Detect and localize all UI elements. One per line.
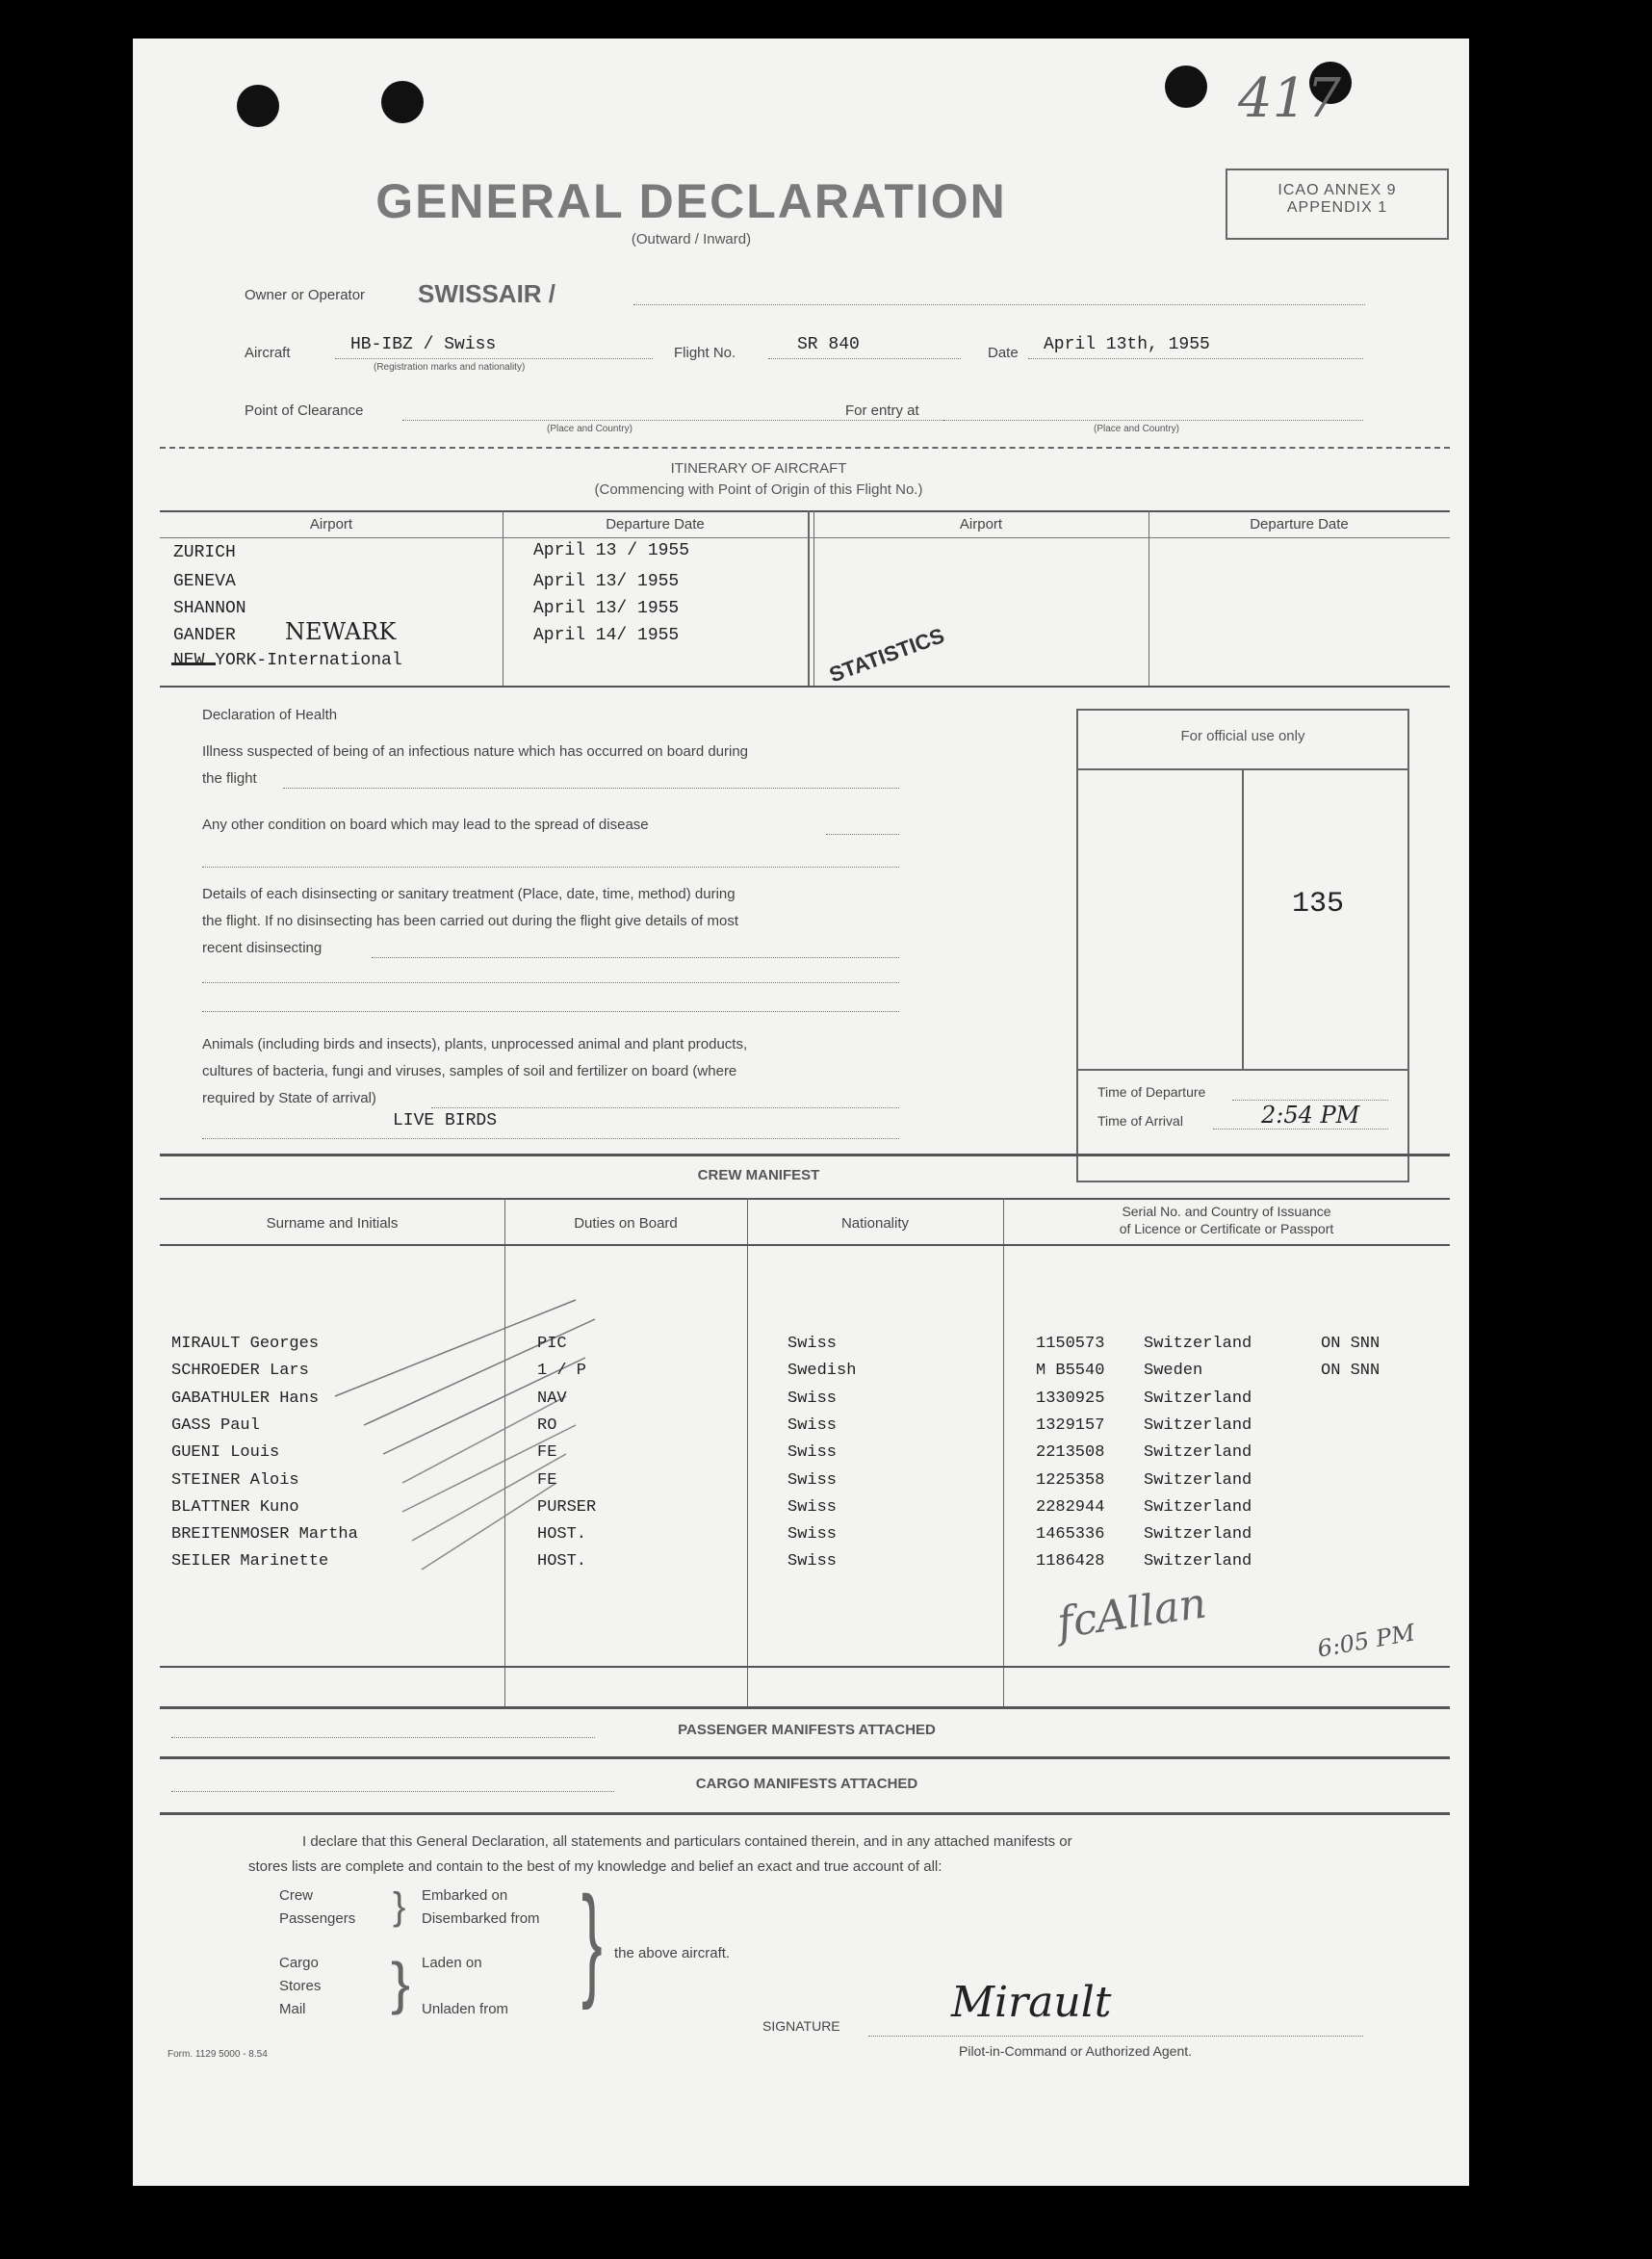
- declaration-line-2: stores lists are complete and contain to the best of my knowledge and belief an exact and true account of all:: [248, 1858, 942, 1875]
- form-number: Form. 1129 5000 - 8.54: [168, 2049, 268, 2060]
- crew-name: BLATTNER Kuno: [171, 1497, 299, 1517]
- itinerary-col-departure-2: Departure Date: [1250, 516, 1349, 532]
- date-label: Date: [988, 345, 1019, 361]
- disinsect-line-3: [202, 1011, 899, 1012]
- crew-col-serial-2: of Licence or Certificate or Passport: [1119, 1221, 1334, 1236]
- crew-serial: 1329157: [1036, 1415, 1105, 1435]
- animals-text-1: Animals (including birds and insects), plants, unprocessed animal and plant products,: [202, 1036, 748, 1052]
- annex-line-2: APPENDIX 1: [1286, 199, 1388, 216]
- punch-hole-icon: [237, 85, 279, 127]
- crew-nationality: Swiss: [787, 1389, 838, 1408]
- itinerary-airport: GENEVA: [173, 572, 236, 591]
- annex-line-1: ICAO ANNEX 9: [1278, 182, 1397, 198]
- crew-country: Switzerland: [1144, 1525, 1252, 1545]
- divider: [160, 447, 1450, 449]
- crew-serial: 1225358: [1036, 1470, 1105, 1490]
- crew-name: SCHROEDER Lars: [171, 1362, 309, 1381]
- handwritten-initials: fcAllan: [1054, 1578, 1210, 1649]
- aircraft-line: [335, 358, 653, 359]
- crew-bottom-rule: [160, 1666, 1450, 1668]
- decl-passengers: Passengers: [279, 1910, 356, 1927]
- itinerary-header-rule: [160, 537, 1450, 538]
- declaration-line-1: I declare that this General Declaration, all statements and particulars contained therein, and in any attached manifests or: [302, 1833, 1072, 1850]
- crew-country: Switzerland: [1144, 1389, 1252, 1408]
- crew-country: Switzerland: [1144, 1470, 1252, 1490]
- signature-value: Mirault: [951, 1978, 1112, 2027]
- date-value: April 13th, 1955: [1044, 335, 1210, 354]
- official-use-rule-bottom: [1078, 1069, 1407, 1071]
- entry-line: [943, 420, 1363, 421]
- crew-row: [133, 1443, 1481, 1469]
- health-title: Declaration of Health: [202, 707, 338, 723]
- official-use-divider: [1242, 768, 1244, 1069]
- new-strikethrough: [171, 662, 216, 665]
- crew-row: [133, 1335, 1481, 1361]
- official-use-box: [1076, 709, 1409, 1182]
- crew-name: GABATHULER Hans: [171, 1389, 320, 1408]
- flight-line: [768, 358, 961, 359]
- crew-country: Switzerland: [1144, 1552, 1252, 1571]
- clearance-line: [402, 420, 961, 421]
- other-line-2: [202, 867, 899, 868]
- crew-country: Switzerland: [1144, 1443, 1252, 1463]
- itinerary-date: April 14/ 1955: [533, 626, 680, 645]
- itinerary-airport: ZURICH: [173, 543, 236, 562]
- itinerary-airport: GANDER: [173, 626, 236, 645]
- page-number: 417: [1238, 67, 1341, 130]
- brace-icon: }: [393, 1885, 406, 1928]
- itinerary-top-rule: [160, 510, 1450, 512]
- crew-note: ON SNN: [1321, 1362, 1381, 1381]
- owner-line: [633, 304, 1365, 305]
- itinerary-subtitle: (Commencing with Point of Origin of this Flight No.): [594, 481, 923, 498]
- crew-serial: 2282944: [1036, 1497, 1105, 1517]
- crew-nationality: Swiss: [787, 1335, 838, 1353]
- crew-nationality: Swiss: [787, 1525, 838, 1545]
- cargo-manifests: CARGO MANIFESTS ATTACHED: [695, 1776, 918, 1792]
- crew-serial: 1150573: [1036, 1335, 1105, 1353]
- statistics-stamp: STATISTICS: [826, 623, 948, 688]
- crew-row: [133, 1362, 1481, 1388]
- decl-laden: Laden on: [422, 1955, 482, 1971]
- signature-label: SIGNATURE: [762, 2018, 840, 2034]
- crew-name: MIRAULT Georges: [171, 1335, 320, 1353]
- crew-nationality: Swiss: [787, 1552, 838, 1571]
- decl-cargo: Cargo: [279, 1955, 319, 1971]
- crew-duty: FE: [537, 1443, 557, 1463]
- animals-text-3: required by State of arrival): [202, 1090, 376, 1106]
- punch-hole-icon: [1165, 65, 1207, 108]
- crew-duty: PURSER: [537, 1497, 597, 1517]
- itinerary-date: April 13/ 1955: [533, 572, 680, 591]
- crew-nationality: Swiss: [787, 1415, 838, 1435]
- disinsect-line-2: [202, 982, 899, 983]
- punch-hole-icon: [381, 81, 424, 123]
- crew-name: SEILER Marinette: [171, 1552, 329, 1571]
- itinerary-date: April 13 / 1955: [533, 541, 690, 560]
- crew-country: Switzerland: [1144, 1497, 1252, 1517]
- crew-nationality: Swiss: [787, 1497, 838, 1517]
- itinerary-col-airport: Airport: [309, 516, 353, 532]
- brace-icon: }: [581, 1870, 603, 2011]
- disinsect-text-3: recent disinsecting: [202, 940, 323, 956]
- disinsect-text-1: Details of each disinsecting or sanitary treatment (Place, date, time, method) during: [202, 886, 736, 902]
- crew-bottom-rule-2: [160, 1706, 1450, 1709]
- cargo-rule: [160, 1812, 1450, 1815]
- clearance-note: (Place and Country): [547, 424, 632, 434]
- arrival-time-line: [1213, 1129, 1388, 1130]
- arrival-time-value: 2:54 PM: [1261, 1102, 1360, 1129]
- itinerary-col-airport-2: Airport: [959, 516, 1003, 532]
- crew-row: [133, 1471, 1481, 1497]
- entry-note: (Place and Country): [1094, 424, 1179, 434]
- crew-name: GASS Paul: [171, 1415, 260, 1435]
- signature-line: [868, 2036, 1363, 2037]
- decl-unladen: Unladen from: [422, 2001, 509, 2017]
- crew-serial: 1465336: [1036, 1525, 1105, 1545]
- crew-row: [133, 1498, 1481, 1524]
- crew-row: [133, 1416, 1481, 1442]
- crew-duty: PIC: [537, 1335, 567, 1353]
- illness-text-1: Illness suspected of being of an infectious nature which has occurred on board during: [202, 743, 749, 760]
- passenger-manifests: PASSENGER MANIFESTS ATTACHED: [678, 1722, 936, 1738]
- illness-text-2: the flight: [202, 770, 257, 787]
- departure-time-line: [1232, 1100, 1388, 1101]
- official-use-title: For official use only: [1180, 728, 1305, 744]
- crew-name: BREITENMOSER Martha: [171, 1525, 358, 1545]
- crew-col-surname: Surname and Initials: [266, 1215, 399, 1232]
- decl-mail: Mail: [279, 2001, 306, 2017]
- crew-note: ON SNN: [1321, 1335, 1381, 1353]
- crew-country: Switzerland: [1144, 1335, 1252, 1353]
- other-line: [826, 834, 899, 835]
- crew-title-rule: [160, 1198, 1450, 1200]
- crew-duty: FE: [537, 1470, 557, 1490]
- crew-col-serial-1: Serial No. and Country of Issuance: [1122, 1204, 1331, 1219]
- document-page: [133, 39, 1469, 2186]
- crew-row: [133, 1552, 1481, 1578]
- itinerary-date: April 13/ 1955: [533, 599, 680, 618]
- passenger-line-left: [171, 1737, 595, 1738]
- aircraft-value: HB-IBZ / Swiss: [350, 335, 497, 354]
- crew-col-nationality: Nationality: [840, 1215, 910, 1232]
- departure-time-label: Time of Departure: [1097, 1084, 1206, 1100]
- clearance-label: Point of Clearance: [245, 402, 364, 419]
- document-title: GENERAL DECLARATION: [375, 174, 1007, 228]
- crew-row: [133, 1389, 1481, 1415]
- handwritten-newark: NEWARK: [285, 618, 397, 645]
- crew-duty: 1 / P: [537, 1362, 587, 1381]
- crew-header-rule: [160, 1244, 1450, 1246]
- itinerary-col-departure: Departure Date: [606, 516, 705, 532]
- itinerary-bottom-rule: [160, 686, 1450, 688]
- animals-line: [431, 1107, 899, 1108]
- itinerary-title: ITINERARY OF AIRCRAFT: [670, 460, 847, 477]
- official-use-number: 135: [1292, 888, 1345, 921]
- crew-title: CREW MANIFEST: [697, 1167, 820, 1183]
- crew-duty: HOST.: [537, 1552, 587, 1571]
- decl-stores: Stores: [279, 1978, 322, 1994]
- aircraft-label: Aircraft: [245, 345, 291, 361]
- entry-label: For entry at: [845, 402, 919, 419]
- decl-crew: Crew: [279, 1887, 314, 1904]
- annex-box: [1226, 169, 1449, 240]
- decl-embarked: Embarked on: [422, 1887, 508, 1904]
- crew-top-rule: [160, 1154, 1450, 1156]
- passenger-rule: [160, 1756, 1450, 1759]
- crew-country: Switzerland: [1144, 1415, 1252, 1435]
- animals-value: LIVE BIRDS: [393, 1111, 498, 1130]
- itinerary-airport: NEW YORK-International: [173, 651, 402, 670]
- arrival-time-label: Time of Arrival: [1097, 1113, 1183, 1129]
- disinsect-text-2: the flight. If no disinsecting has been carried out during the flight give details of most: [202, 913, 738, 929]
- crew-nationality: Swedish: [787, 1362, 857, 1381]
- crew-duty: NAV: [537, 1389, 567, 1408]
- crew-serial: 1186428: [1036, 1552, 1105, 1571]
- illness-line: [283, 788, 899, 789]
- itinerary-airport: SHANNON: [173, 599, 246, 618]
- date-line: [1028, 358, 1363, 359]
- signer-role: Pilot-in-Command or Authorized Agent.: [959, 2043, 1193, 2059]
- crew-nationality: Swiss: [787, 1470, 838, 1490]
- brace-icon: }: [391, 1951, 411, 2015]
- animals-line-2: [202, 1138, 899, 1139]
- crew-country: Sweden: [1144, 1362, 1203, 1381]
- decl-above-aircraft: the above aircraft.: [614, 1945, 731, 1961]
- crew-nationality: Swiss: [787, 1443, 838, 1463]
- disinsect-line: [372, 957, 899, 958]
- crew-duty: RO: [537, 1415, 557, 1435]
- handwritten-time: 6:05 PM: [1315, 1619, 1417, 1663]
- crew-row: [133, 1525, 1481, 1551]
- owner-label: Owner or Operator: [245, 287, 366, 303]
- decl-disembarked: Disembarked from: [422, 1910, 540, 1927]
- document-subtitle: (Outward / Inward): [631, 231, 752, 247]
- crew-col-duties: Duties on Board: [574, 1215, 678, 1232]
- crew-name: STEINER Alois: [171, 1470, 299, 1490]
- aircraft-note: (Registration marks and nationality): [374, 362, 526, 373]
- cargo-line-left: [171, 1791, 614, 1792]
- crew-serial: M B5540: [1036, 1362, 1105, 1381]
- animals-text-2: cultures of bacteria, fungi and viruses, samples of soil and fertilizer on board (where: [202, 1063, 737, 1079]
- flight-value: SR 840: [797, 335, 860, 354]
- crew-serial: 2213508: [1036, 1443, 1105, 1463]
- flight-label: Flight No.: [674, 345, 736, 361]
- crew-duty: HOST.: [537, 1525, 587, 1545]
- crew-name: GUENI Louis: [171, 1443, 280, 1463]
- crew-serial: 1330925: [1036, 1389, 1105, 1408]
- owner-value: SWISSAIR /: [418, 279, 556, 308]
- other-condition-text: Any other condition on board which may lead to the spread of disease: [202, 817, 649, 833]
